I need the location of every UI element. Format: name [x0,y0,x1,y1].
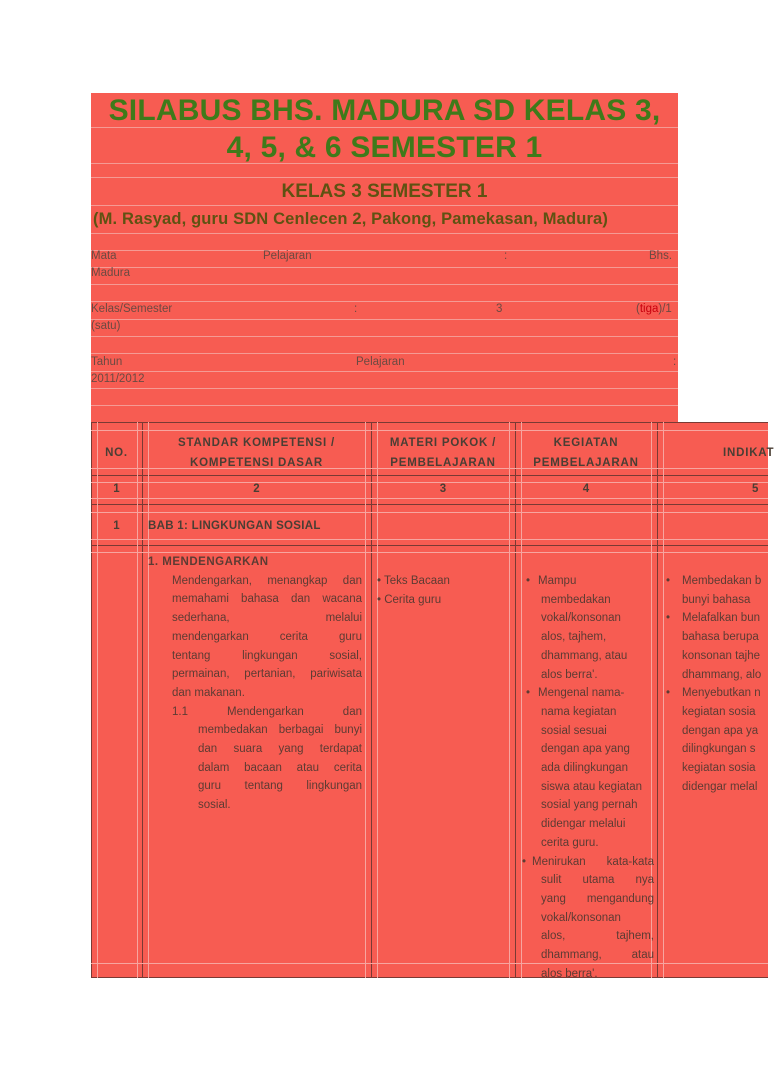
indikator-cell [666,572,776,796]
header-no: NO. [105,447,128,459]
header-materi-line1: MATERI POKOK / [389,437,497,449]
kelas-satu: (satu) [91,320,121,332]
bullet-icon: • [377,593,382,606]
indikator-item: • Menyebutkan n kegiatan sosia dengan apa ya dilingkungan s kegiatan sosia didengar melal [666,684,776,796]
col-number-5: 5 [752,483,759,495]
document-header [91,93,678,422]
col-number-4: 4 [582,483,590,495]
document-title-line1: SILABUS BHS. MADURA SD KELAS 3, [108,94,661,127]
tahun-value: 2011/2012 [91,373,145,385]
kelas-paren: ( [636,303,640,315]
sk-kd-cell [148,553,362,815]
sk-line: tentang lingkungan sosial, [172,649,362,662]
col-number-1: 1 [113,483,120,495]
bullet-icon: • [526,575,531,587]
col-number-2: 2 [253,483,260,495]
sk-heading: 1. MENDENGARKAN [148,556,269,568]
kelas-semester-value [636,303,672,315]
sk-line: dan makanan. [172,686,245,699]
author-line: (M. Rasyad, guru SDN Cenlecen 2, Pakong, Pamekasan, Madura) [93,210,608,228]
sk-line: memahami bahasa dan wacana [172,593,362,606]
kd-line: sosial. [198,799,231,812]
header-materi-line2: PEMBELAJARAN [390,457,496,469]
syllabus-table [91,422,775,980]
kegiatan-item: • Mampu membedakan vokal/konsonan alos, tajhem, dhammang, atau alos berra'. [522,572,654,684]
kd-line: dalam bacaan atau cerita [198,761,362,774]
materi-cell [377,572,509,609]
bullet-icon: • [522,855,527,868]
bullet-icon: • [666,575,671,587]
indikator-item: • Melafalkan bun bahasa berupa konsonan tajhe dhammang, alo [666,609,776,684]
kd-line: guru tentang lingkungan [198,780,362,793]
sk-line: sederhana, melalui [172,612,362,625]
kelas-label: Kelas/Semester [91,303,173,315]
kegiatan-item: • Menirukan kata-kata sulit utama nya yang mengandung vokal/konsonan alos, tajhem, dhammang, atau alos berra'. [522,853,654,984]
bullet-icon: • [666,687,671,700]
sk-line: permainan, pertanian, pariwisata [172,668,362,681]
kd-line: 1.1 Mendengarkan dan [172,705,362,718]
class-semester-subtitle: KELAS 3 SEMESTER 1 [281,181,488,202]
header-sk-line2: KOMPETENSI DASAR [190,457,323,469]
row-number: 1 [113,520,120,532]
kegiatan-item: • Mengenal nama- nama kegiatan sosial sesuai dengan apa yang ada dilingkungan siswa atau kegiatan sosial yang pernah didengar melalui cerita guru. [522,684,654,852]
header-kegiatan-line2: PEMBELAJARAN [533,457,639,469]
kd-line: membedakan berbagai bunyi [198,724,362,737]
kd-line: dan suara yang terdapat [198,743,362,756]
bullet-icon: • [377,575,382,587]
sk-line: Mendengarkan, menangkap dan [172,574,362,587]
tahun-pelajaran-label: Pelajaran [356,356,405,368]
header-kegiatan-line1: KEGIATAN [553,437,619,449]
materi-item: • Cerita guru [377,593,442,606]
bullet-icon: • [666,612,671,625]
kelas-semester-num: )/1 [658,303,672,315]
chapter-title: BAB 1: LINGKUNGAN SOSIAL [148,520,321,532]
indikator-item: • Membedakan b bunyi bahasa [666,572,776,609]
tahun-colon: : [673,356,677,368]
kegiatan-cell [522,572,654,983]
kelas-colon: : [354,303,358,315]
pelajaran-label: Pelajaran [263,250,312,262]
col-number-3: 3 [439,483,447,495]
kelas-tiga: tiga [639,303,659,315]
tahun-label: Tahun [91,356,123,368]
mata-value: Bhs. [649,250,673,262]
sk-line: mendengarkan cerita guru [172,630,362,643]
materi-item: • Teks Bacaan [377,575,450,587]
bullet-icon: • [526,687,531,700]
mata-label: Mata [91,250,117,262]
kelas-value: 3 [496,303,503,315]
header-indikator: INDIKAT [723,447,775,459]
mata-value-cont: Madura [91,267,130,279]
header-sk-line1: STANDAR KOMPETENSI / [178,437,335,449]
document-title-line2: 4, 5, & 6 SEMESTER 1 [226,131,543,164]
mata-colon: : [504,250,508,262]
